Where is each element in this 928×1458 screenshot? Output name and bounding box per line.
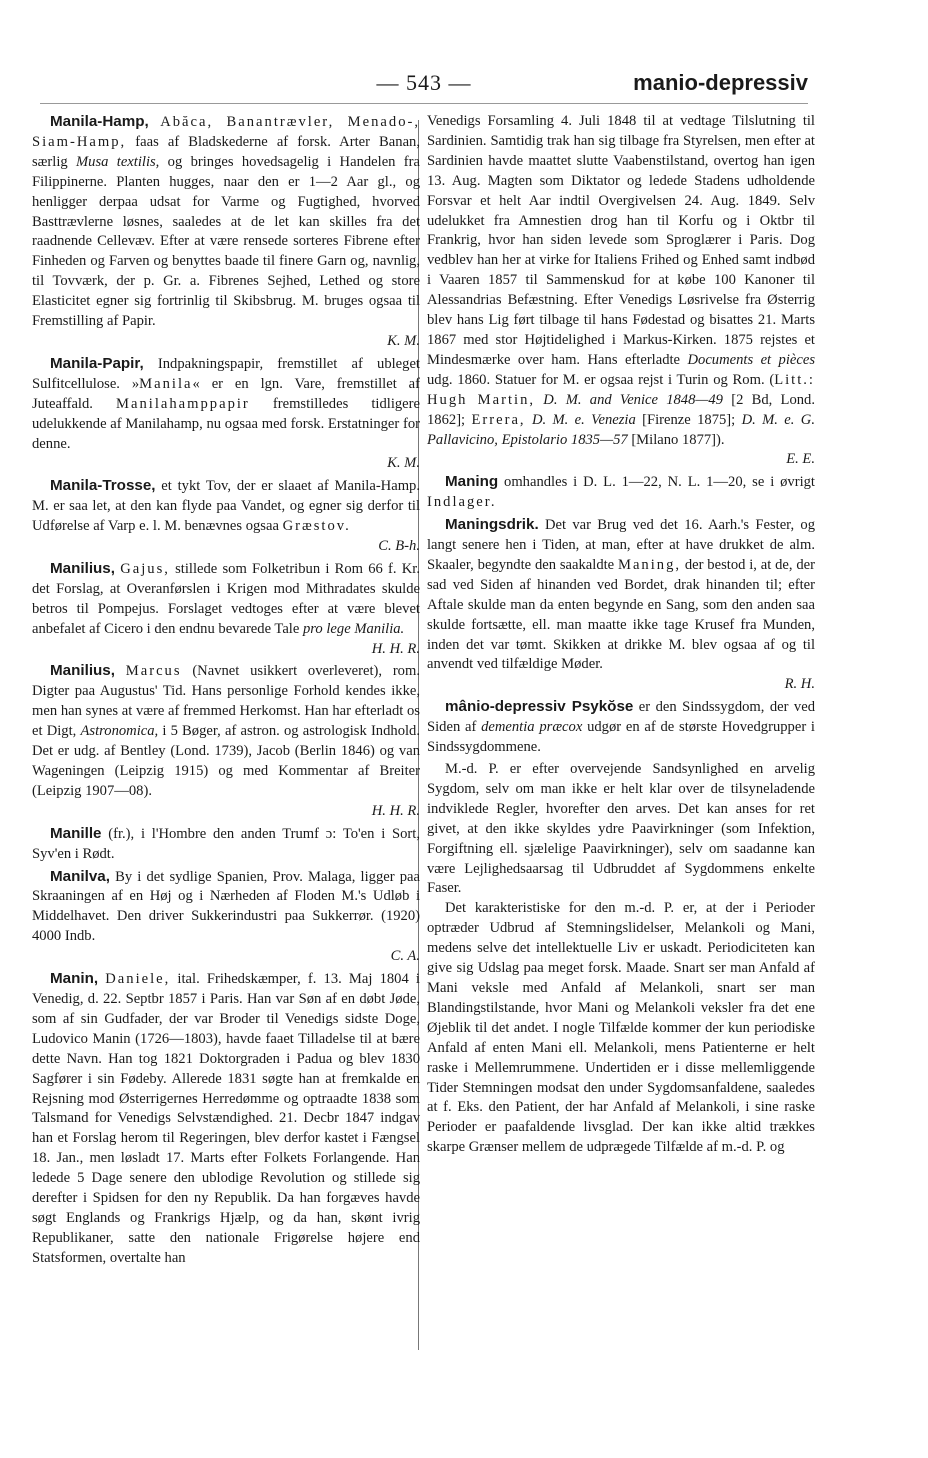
headword: Manille (50, 824, 102, 842)
entry-text: omhandles i D. L. 1—22, N. L. 1—20, se i øvrigt (498, 474, 815, 491)
entry-text: By i det sydlige Spanien, Prov. Malaga, ligger paa Skraaningen af en Høj og i Nærheden af Floden M.'s Udløb i Middelhavet. Den driver Sukkerindustri paa Sukkerrør. (1920) 4000 Indb. (32, 868, 420, 945)
running-head: manio-depressiv (633, 70, 808, 95)
headword: Manila-Hamp, (50, 113, 149, 130)
spaced-text: Marcus (125, 663, 182, 680)
italic-text: dementia præcox (481, 719, 583, 736)
entry-manin-continued (427, 112, 815, 470)
headword: Manila-Papir, (50, 354, 144, 372)
entry-text: [Firenze 1875]; (635, 411, 742, 428)
paragraph: Det karakteristiske for den m.-d. P. er, at der i Perioder optræder Udbrud af Stemningslidelser, Melankoli og Mani, medens selve det intellektuelle Liv er uskadt. Periodiciteten kan give sig Udslag paa meget forsk. Maade. Snart ser man Anfald af Mani veksle med Anfald af Melankoli, snart ser man Blandingstilstande, hvor Mani og Melankoli veksler fra det ene Øjeblik til det andet. I nogle Tilfælde kommer der kun periodiske Anfald af enten Mani ell. Melankoli, mens Patienterne er helt raske i Mellemrummene. Undertiden er i disse mellemliggende Tider Stemningen modsat den under Sygdomsanfaldene, saaledes at f. Eks. den Patient, der har Anfald af Melankoli, i sine raske Perioder er paafaldende livsglad. Der kan ikke altid trækkes skarpe Grænser mellem de udprægede Tilfælde af m.-d. P. og (427, 900, 815, 1156)
entry-text: (Navnet usikkert overleveret), rom. Digter paa Augustus' Tid. Hans personlige Forhold kendes ikke, men han synes at være af fremmed Herkomst. Han har efterladt os et Digt, (32, 663, 420, 740)
italic-text: Documents et pièces (687, 351, 816, 368)
entry-text: der bestod i, at de, der sad ved Siden af hinanden ved Bordet, drak hinanden til; efter Aftale skulde man da enten begynde en Sang, som den anden saa skulde fortsætte, ell. man maatte ikke tage Krusef fra Munden, inden det var tømt. Skikken at drikke M. blev ogsaa af og til anvendt ved tilfældige Møder. (427, 556, 815, 673)
entry-text: stillede som Folketribun i Rom 66 f. Kr. det Forslag, at Overanførslen i Krigen mod Mithradates skulde betros til Pompejus. Forslaget vedtoges efter at være blevet anbefalet af Cicero i den endnu bevarede Tale (32, 560, 420, 637)
entry-text: udg. 1860. Statuer for M. er ogsaa rejst i Turin og Rom. ( (427, 371, 775, 388)
page-header (40, 60, 808, 100)
entry-manila-trosse (32, 476, 420, 557)
headword: Manilius, (50, 662, 115, 680)
spaced-text: Indlager. (427, 494, 497, 511)
italic-text: D. M. and Venice 1848—49 (543, 391, 723, 408)
spaced-text: Litt.: Hugh Martin, (427, 371, 815, 408)
right-column (427, 112, 815, 1158)
entry-maning (427, 472, 815, 513)
spaced-text: Manilahamppapir (116, 395, 250, 412)
spaced-text: Maning, (617, 556, 682, 573)
entry-text: ital. Frihedskæmper, f. 13. Maj 1804 i Venedig, d. 22. Septbr 1857 i Paris. Han var Søn af en døbt Jøde, som af sin Gudfader, der var Broder til Venedigs sidste Doge, Ludovico Manin (1726—1803), havde faaet Tilladelse til at bære dette Navn. Han tog 1821 Doktorgraden i Padua og blev 1830 Sagfører i sin Fødeby. Allerede 1831 søgte han at fremkalde en Rejsning mod Østerrigernes Herredømme og optraadte 1838 som Talsmand for Venedigs Selvstændighed. 21. Decbr 1847 indgav han et Forslag herom til Regeringen, blev derfor kastet i Fængsel 18. Jan., men løsladt 17. Marts efter Folkets Forlangende. Han ledede 5 Dage senere den ublodige Revolution og stillede sig derefter i Spidsen for den ny Republik. Da han forgæves havde søgt Englands og Frankrigs Hjælp, og da han, skønt ivrig Republikaner, satte den nationale Frigørelse højere end Statsformen, overtalte han (32, 971, 420, 1266)
entry-text: [2 Bd, Lond. 1862]; (427, 391, 815, 428)
entry-manila-hamp (32, 112, 420, 352)
author-signature: C. B-h. (378, 538, 420, 555)
headword: Manila-Trosse, (50, 477, 156, 495)
entry-manilius-gajus (32, 559, 420, 660)
entry-maningsdrik (427, 515, 815, 695)
headword: Manin, (50, 970, 99, 988)
entry-text: [Milano 1877]). (627, 431, 725, 448)
spaced-text: Græstov. (282, 518, 351, 535)
left-column (32, 112, 420, 1271)
entry-text (149, 114, 160, 130)
entry-text (115, 663, 126, 679)
italic-text: pro lege Manilia. (303, 620, 405, 637)
headword: Maning (445, 473, 499, 491)
entry-text: Indpakningspapir, fremstillet af ubleget Sulfitcellulose. » (32, 355, 420, 392)
entry-text: fremstilledes tidligere udelukkende af Manilahamp, nu ogsaa med forsk. Erstatninger for denne. (32, 395, 420, 452)
author-signature: E. E. (786, 451, 815, 468)
italic-text: D. M. e. Venezia (531, 411, 636, 428)
headword: Maningsdrik. (445, 516, 539, 534)
paragraph: M.-d. P. er efter overvejende Sandsynlighed en arvelig Sygdom, selv om man ikke er helt klar over de tilsyneladende indviklede Regler, hvorefter den arves. Det kan anses for ret givet, at den ikke skyldes ydre Paavirkninger (som Infektion, Forgiftning ell. sjælelige Paavirkninger), selv om saadanne kan være Lejlighedsaarsag til Udbruddet af Sygdommens enkelte Faser. (427, 761, 815, 897)
author-signature: H. H. R. (371, 640, 420, 657)
author-signature: C. A. (390, 948, 420, 965)
author-signature: K. M. (387, 332, 420, 349)
italic-text: Musa textilis, (76, 153, 160, 170)
entry-manille (32, 824, 420, 865)
entry-text: udgør en af de største Hovedgrupper i Sindssygdommene. (427, 719, 815, 756)
spaced-text: Gajus, (120, 560, 170, 577)
entry-text: i 5 Bøger, af astron. og astrologisk Indhold. Det er udg. af Bentley (Lond. 1739), Jacob (Berlin 1846) og van Wageningen (Leipzig 1915) og med Kommentar af Breiter (Leipzig 1907—08). (32, 723, 420, 799)
page-number: — 543 — (376, 70, 472, 95)
entry-text: « er en lgn. Vare, fremstillet af Juteaffald. (32, 375, 420, 412)
entry-text: og bringes hovedsagelig i Handelen fra Filippinerne. Planten hugges, naar den er 1—2 Aar gl., og henligger derpaa udsat for Varme og Fugtighed, hvorved Basttrævlerne løsnes, saaledes at de let kan skilles fra det raadnende Cellevæv. Efter at være rensede sorteres Fibrene efter Finheden og Farven og benyttes baade til finere Garn og, navnlig, til Tovværk, der p. Gr. a. Fibrenes Sejhed, Lethed og store Elasticitet egner sig fortrinlig til Skibsbrug. M. bruges ogsaa til Fremstilling af Papir. (32, 153, 420, 330)
entry-manin (32, 969, 420, 1269)
header-rule (40, 103, 808, 104)
author-signature: K. M. (387, 455, 420, 472)
entry-manilius-marcus (32, 661, 420, 821)
entry-manio-depressiv (427, 697, 815, 758)
headword: mânio-depressiv Psykŏse (445, 698, 634, 716)
entry-text: er den Sindssygdom, der ved Siden af (427, 699, 815, 736)
entry-text: (fr.), i l'Hombre den anden Trumf ɔ: To'en i Sort, Syv'en i Rødt. (32, 825, 420, 862)
spaced-text: Manila (139, 375, 193, 392)
author-signature: R. H. (784, 676, 815, 693)
entry-manilva (32, 867, 420, 968)
spaced-text: Daniele, (105, 971, 171, 988)
entry-text: faas af Bladskederne af forsk. Arter Banan, særlig (32, 133, 420, 170)
spaced-text: Abăca, Banantrævler, Menado-, Siam-Hamp, (32, 114, 420, 150)
author-signature: H. H. R. (371, 802, 420, 819)
entry-text: et tykt Tov, der er slaaet af Manila-Hamp. M. er saa let, at den kan flyde paa Vandet, og egner sig derfor til Udførelse af Varp e. l. M. benævnes ogsaa (32, 478, 420, 535)
headword: Manilius, (50, 559, 115, 577)
entry-text: Det var Brug ved det 16. Aarh.'s Fester, og langt senere hen i Tiden, at man, efter at have drukket de alm. Skaaler, begyndte den saakaldte (427, 517, 815, 573)
headword: Manilva, (50, 867, 110, 885)
italic-text: D. M. e. G. Pallavicino, Epistolario 1835—57 (427, 411, 815, 448)
spaced-text: Errera, (471, 411, 526, 428)
italic-text: Astronomica, (80, 723, 159, 740)
entry-text: Venedigs Forsamling 4. Juli 1848 til at vedtage Tilslutning til Sardinien. Samtidig trak han sig tilbage fra Styrelsen, men efter at Sardinien havde maattet slutte Vaabenstilstand, overtog han igen 13. Aug. Magten som Diktator og ledede Stadens udholdende Forsvar et helt Aar indtil Overgivelsen 24. Aug. 1849. Selv udelukket fra Amnestien drog han til Korfu og i Oktbr til Frankrig, hvor han siden levede som Sproglærer i Paris. Dog vedblev han her at virke for Italiens Frihed og Enhed samt indbød i Vaaren 1857 til Sammenskud for at købe 100 Kanoner til Alessandrias Befæstning. Efter Venedigs Løsrivelse fra Østerrig blev hans Lig ført tilbage til hans Fødestad og bisattes 21. Marts 1867 med stor Højtidelighed i Markus-Kirken. 1875 rejstes et Mindesmærke over ham. Hans efterladte (427, 113, 815, 368)
entry-manila-papir (32, 354, 420, 474)
